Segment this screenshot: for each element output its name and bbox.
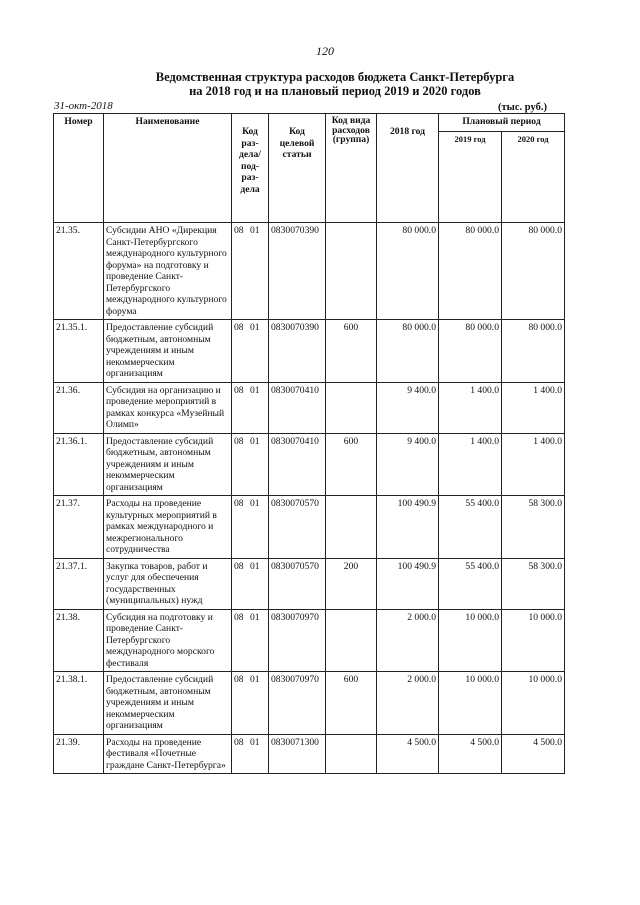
table-row xyxy=(54,496,565,559)
header-number: Номер xyxy=(54,114,104,223)
row-name: Субсидии АНО «Дирекция Санкт-Петербургского международного культурного форума» на подготовку и проведение Санкт-Петербургского международного культурного форума xyxy=(104,223,232,320)
row-2019: 1 400.0 xyxy=(439,382,502,433)
row-number: 21.36.1. xyxy=(54,433,104,496)
row-2020: 58 300.0 xyxy=(502,496,565,559)
row-2020: 4 500.0 xyxy=(502,734,565,774)
row-target-code: 0830070390 xyxy=(269,223,326,320)
row-2020: 1 400.0 xyxy=(502,433,565,496)
row-section-code xyxy=(232,558,269,609)
row-number: 21.38.1. xyxy=(54,672,104,735)
table-row xyxy=(54,672,565,735)
row-section-code xyxy=(232,609,269,672)
row-number: 21.37. xyxy=(54,496,104,559)
row-subsection: 01 xyxy=(250,498,260,509)
header-2020: 2020 год xyxy=(502,132,565,223)
row-section-code xyxy=(232,382,269,433)
row-subsection: 01 xyxy=(250,225,260,236)
row-section-code xyxy=(232,433,269,496)
row-number: 21.39. xyxy=(54,734,104,774)
row-expense-type xyxy=(326,734,377,774)
row-expense-type: 600 xyxy=(326,433,377,496)
row-target-code: 0830070390 xyxy=(269,320,326,383)
row-name: Субсидия на подготовку и проведение Санкт-Петербургского международного морского фестиваля xyxy=(104,609,232,672)
table-row xyxy=(54,223,565,320)
table-row xyxy=(54,558,565,609)
row-2019: 4 500.0 xyxy=(439,734,502,774)
row-name: Предоставление субсидий бюджетным, автономным учреждениям и иным некоммерческим организациям xyxy=(104,433,232,496)
row-number: 21.38. xyxy=(54,609,104,672)
header-name: Наименование xyxy=(104,114,232,223)
row-2019: 10 000.0 xyxy=(439,609,502,672)
row-2020: 1 400.0 xyxy=(502,382,565,433)
row-target-code: 0830070410 xyxy=(269,433,326,496)
row-2019: 80 000.0 xyxy=(439,223,502,320)
row-2018: 100 490.9 xyxy=(377,558,439,609)
row-section: 08 xyxy=(234,322,244,333)
row-2019: 1 400.0 xyxy=(439,433,502,496)
row-subsection: 01 xyxy=(250,435,260,447)
row-section: 08 xyxy=(234,611,244,623)
header-row-1 xyxy=(54,114,565,132)
title-line-2: на 2018 год и на плановый период 2019 и 2020 годов xyxy=(189,84,481,98)
row-expense-type xyxy=(326,496,377,559)
row-2018: 2 000.0 xyxy=(377,609,439,672)
row-name: Субсидия на организацию и проведение мероприятий в рамках конкурса «Музейный Олимп» xyxy=(104,382,232,433)
header-2019: 2019 год xyxy=(439,132,502,223)
row-subsection: 01 xyxy=(250,611,260,623)
row-section: 08 xyxy=(234,560,244,572)
row-expense-type: 200 xyxy=(326,558,377,609)
row-expense-type xyxy=(326,382,377,433)
row-target-code: 0830070410 xyxy=(269,382,326,433)
row-2018: 9 400.0 xyxy=(377,382,439,433)
header-expense-type: Код вида расходов (группа) xyxy=(326,114,377,223)
table-row xyxy=(54,382,565,433)
row-name: Предоставление субсидий бюджетным, автономным учреждениям и иным некоммерческим организациям xyxy=(104,320,232,383)
row-section: 08 xyxy=(234,225,244,236)
row-expense-type: 600 xyxy=(326,320,377,383)
row-subsection: 01 xyxy=(250,736,260,748)
row-section: 08 xyxy=(234,498,244,509)
row-subsection: 01 xyxy=(250,674,260,685)
row-2018: 4 500.0 xyxy=(377,734,439,774)
row-subsection: 01 xyxy=(250,384,260,396)
row-2018: 80 000.0 xyxy=(377,223,439,320)
row-2018: 9 400.0 xyxy=(377,433,439,496)
row-number: 21.36. xyxy=(54,382,104,433)
row-section-code xyxy=(232,496,269,559)
row-number: 21.37.1. xyxy=(54,558,104,609)
row-2020: 10 000.0 xyxy=(502,609,565,672)
row-subsection: 01 xyxy=(250,322,260,333)
row-name: Закупка товаров, работ и услуг для обеспечения государственных (муниципальных) нужд xyxy=(104,558,232,609)
table-row xyxy=(54,320,565,383)
header-plan-period: Плановый период xyxy=(439,114,565,132)
page-number: 120 xyxy=(316,44,334,58)
row-2020: 58 300.0 xyxy=(502,558,565,609)
row-number: 21.35. xyxy=(54,223,104,320)
row-subsection: 01 xyxy=(250,560,260,572)
row-target-code: 0830070570 xyxy=(269,558,326,609)
row-2019: 55 400.0 xyxy=(439,558,502,609)
document-title xyxy=(0,70,640,98)
row-target-code: 0830070970 xyxy=(269,609,326,672)
row-target-code: 0830070570 xyxy=(269,496,326,559)
row-2018: 80 000.0 xyxy=(377,320,439,383)
row-2019: 55 400.0 xyxy=(439,496,502,559)
row-target-code: 0830070970 xyxy=(269,672,326,735)
row-section-code xyxy=(232,223,269,320)
table-row xyxy=(54,609,565,672)
header-2018: 2018 год xyxy=(377,114,439,223)
row-2018: 100 490.9 xyxy=(377,496,439,559)
row-name: Расходы на проведение культурных мероприятий в рамках международного и межрегионального сотрудничества xyxy=(104,496,232,559)
row-2019: 10 000.0 xyxy=(439,672,502,735)
row-2020: 80 000.0 xyxy=(502,223,565,320)
header-section: Код раз-дела/ под-раз-дела xyxy=(232,114,269,223)
table-body xyxy=(54,223,565,774)
table-row xyxy=(54,433,565,496)
row-section: 08 xyxy=(234,674,244,685)
document-date: 31-окт-2018 xyxy=(54,100,113,112)
units-label: (тыс. руб.) xyxy=(498,102,547,113)
row-section-code xyxy=(232,672,269,735)
row-2019: 80 000.0 xyxy=(439,320,502,383)
table-row xyxy=(54,734,565,774)
row-section: 08 xyxy=(234,736,244,748)
row-section-code xyxy=(232,734,269,774)
row-number: 21.35.1. xyxy=(54,320,104,383)
header-target: Код целевой статьи xyxy=(269,114,326,223)
row-section-code xyxy=(232,320,269,383)
row-expense-type: 600 xyxy=(326,672,377,735)
row-2020: 80 000.0 xyxy=(502,320,565,383)
row-2018: 2 000.0 xyxy=(377,672,439,735)
title-line-1: Ведомственная структура расходов бюджета Санкт-Петербурга xyxy=(155,70,515,84)
row-target-code: 0830071300 xyxy=(269,734,326,774)
row-section: 08 xyxy=(234,384,244,396)
budget-table xyxy=(53,113,565,774)
row-2020: 10 000.0 xyxy=(502,672,565,735)
row-name: Расходы на проведение фестиваля «Почетные граждане Санкт-Петербурга» xyxy=(104,734,232,774)
row-expense-type xyxy=(326,609,377,672)
row-expense-type xyxy=(326,223,377,320)
row-section: 08 xyxy=(234,435,244,447)
row-name: Предоставление субсидий бюджетным, автономным учреждениям и иным некоммерческим организациям xyxy=(104,672,232,735)
